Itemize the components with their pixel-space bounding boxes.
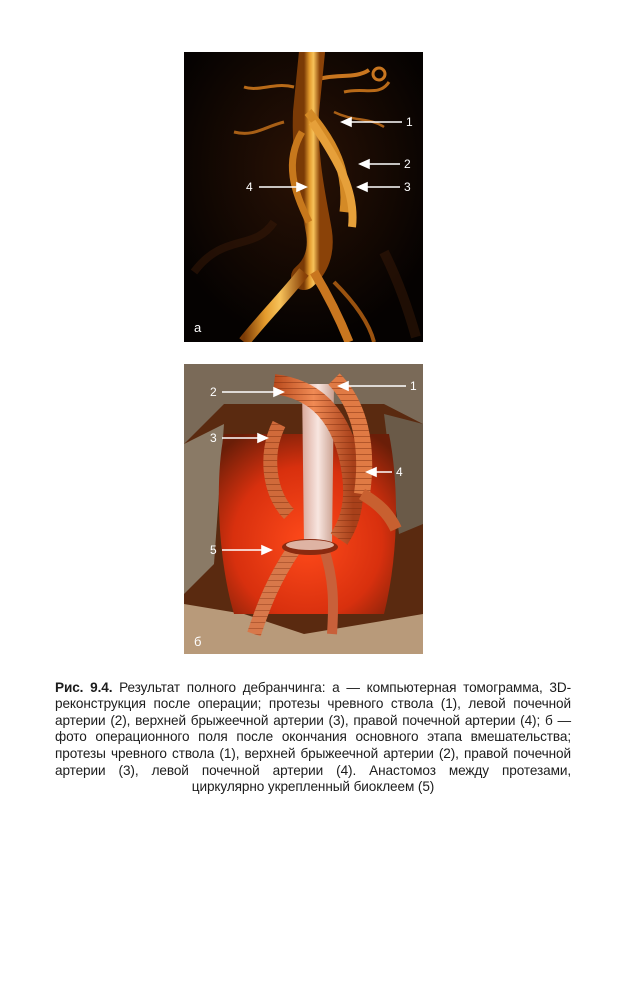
arrow-label-4: 4: [396, 465, 403, 479]
arrow-label-5: 5: [210, 543, 217, 557]
arrow-label-3: 3: [210, 431, 217, 445]
ct-reconstruction-image: [184, 52, 423, 342]
figure-a-ct-reconstruction: [184, 52, 423, 342]
arrow-label-1: 1: [410, 379, 417, 393]
arrow-label-1: 1: [406, 115, 413, 129]
arrow-label-4: 4: [246, 180, 253, 194]
arrow-label-3: 3: [404, 180, 411, 194]
operative-photo-image: [184, 364, 423, 654]
arrow-label-2: 2: [404, 157, 411, 171]
panel-label-a: а: [194, 320, 202, 335]
caption-text: Результат полного дебранчинга: а — компьютерная томограмма, 3D-реконструкция после операции; протезы чревного ствола (1), левой почечной артерии (2), верхней брыжеечной артерии (3), правой почечной артерии (4); б — фото операционного поля после окончания основного этапа вмешательства; протезы чревного ствола (1), верхней брыжеечной артерии (2), правой почечной артерии (3), левой почечной артерии (4). Анастомоз между протезами, циркулярно укрепленный биоклеем (5): [55, 679, 572, 795]
figure-caption: [55, 680, 571, 796]
figure-b-operative-photo: [184, 364, 423, 654]
panel-label-b: б: [194, 634, 202, 649]
caption-label: Рис. 9.4.: [55, 679, 113, 695]
arrow-label-2: 2: [210, 385, 217, 399]
